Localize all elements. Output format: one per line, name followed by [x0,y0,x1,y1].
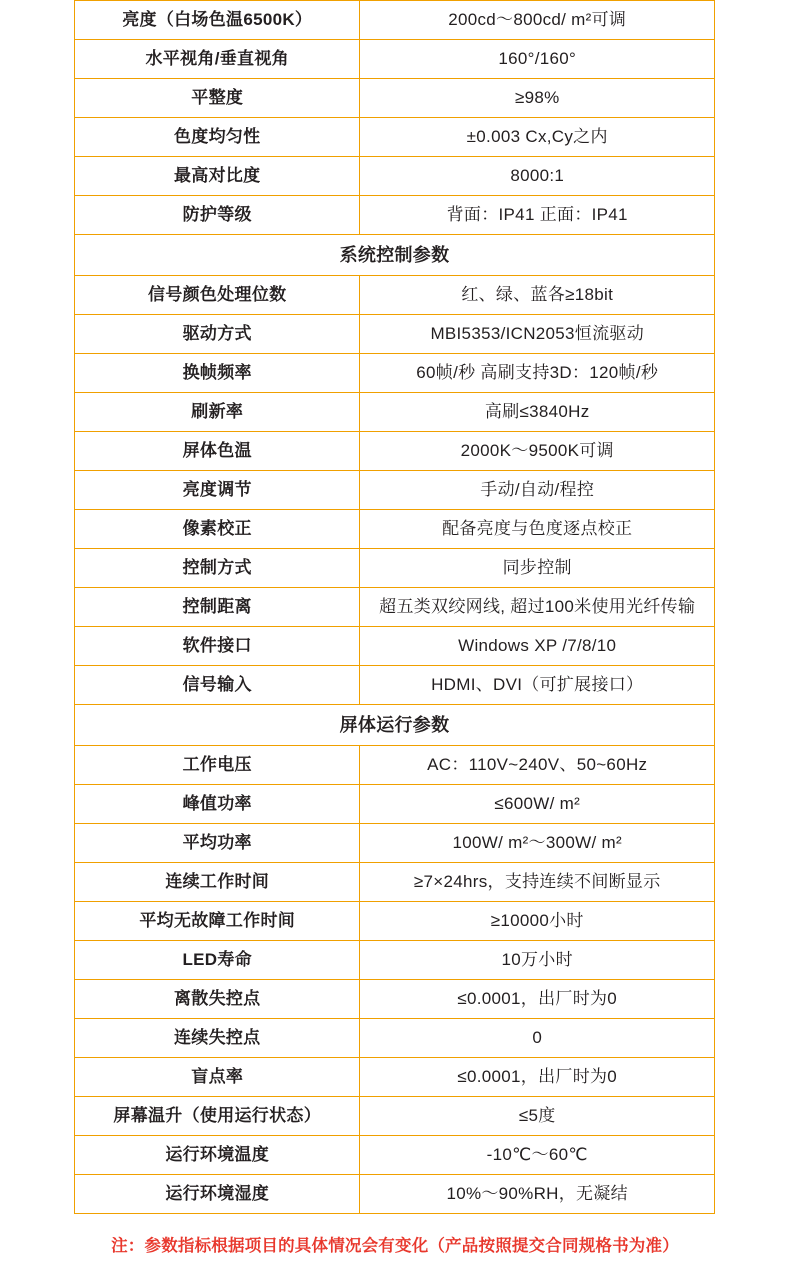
table-row [75,1136,715,1175]
spec-value: 10%～90%RH，无凝结 [360,1175,715,1214]
table-section-row [75,705,715,746]
spec-value: MBI5353/ICN2053恒流驱动 [360,315,715,354]
spec-value: 手动/自动/程控 [360,471,715,510]
spec-label: 信号颜色处理位数 [75,276,360,315]
spec-value: HDMI、DVI（可扩展接口） [360,666,715,705]
table-row [75,588,715,627]
spec-value: 100W/ m²～300W/ m² [360,824,715,863]
spec-label: 盲点率 [75,1058,360,1097]
section-title: 系统控制参数 [75,235,715,276]
spec-label: 离散失控点 [75,980,360,1019]
spec-label: 色度均匀性 [75,118,360,157]
spec-label: 平均无故障工作时间 [75,902,360,941]
table-row [75,549,715,588]
spec-label: 连续失控点 [75,1019,360,1058]
spec-label: 连续工作时间 [75,863,360,902]
spec-label: 工作电压 [75,746,360,785]
spec-value: 背面：IP41 正面：IP41 [360,196,715,235]
footnote: 注：参数指标根据项目的具体情况会有变化（产品按照提交合同规格书为准） [111,1237,679,1255]
table-row [75,432,715,471]
table-row [75,746,715,785]
table-row [75,863,715,902]
spec-value: ≤0.0001，出厂时为0 [360,980,715,1019]
spec-label: 运行环境温度 [75,1136,360,1175]
spec-value: ≤5度 [360,1097,715,1136]
table-row [75,627,715,666]
table-row [75,824,715,863]
spec-label: LED寿命 [75,941,360,980]
spec-value: -10℃～60℃ [360,1136,715,1175]
table-row [75,40,715,79]
table-row [75,393,715,432]
spec-value: 8000:1 [360,157,715,196]
spec-value: 10万小时 [360,941,715,980]
spec-value: 200cd～800cd/ m²可调 [360,1,715,40]
spec-value: 60帧/秒 高刷支持3D：120帧/秒 [360,354,715,393]
spec-label: 最高对比度 [75,157,360,196]
table-row [75,902,715,941]
table-row [75,785,715,824]
table-row [75,354,715,393]
table-row [75,1,715,40]
spec-value: 同步控制 [360,549,715,588]
spec-value: AC：110V~240V、50~60Hz [360,746,715,785]
spec-value: ≤600W/ m² [360,785,715,824]
spec-label: 亮度调节 [75,471,360,510]
spec-label: 换帧频率 [75,354,360,393]
spec-label: 水平视角/垂直视角 [75,40,360,79]
spec-value: Windows XP /7/8/10 [360,627,715,666]
spec-value: ≥98% [360,79,715,118]
spec-label: 屏幕温升（使用运行状态） [75,1097,360,1136]
spec-label: 像素校正 [75,510,360,549]
table-section-row [75,235,715,276]
table-row [75,510,715,549]
spec-label: 运行环境湿度 [75,1175,360,1214]
spec-value: ≥7×24hrs，支持连续不间断显示 [360,863,715,902]
spec-label: 平均功率 [75,824,360,863]
spec-value: 0 [360,1019,715,1058]
spec-label: 刷新率 [75,393,360,432]
table-row [75,196,715,235]
table-row [75,315,715,354]
table-row [75,666,715,705]
spec-value: ≥10000小时 [360,902,715,941]
table-row [75,1019,715,1058]
table-row [75,79,715,118]
spec-value: 红、绿、蓝各≥18bit [360,276,715,315]
spec-label: 软件接口 [75,627,360,666]
spec-value: ±0.003 Cx,Cy之内 [360,118,715,157]
table-row [75,1175,715,1214]
spec-label: 亮度（白场色温6500K） [75,1,360,40]
table-row [75,157,715,196]
spec-value: ≤0.0001，出厂时为0 [360,1058,715,1097]
specification-table-body [75,1,715,1214]
spec-label: 控制距离 [75,588,360,627]
spec-label: 驱动方式 [75,315,360,354]
table-row [75,1097,715,1136]
spec-label: 平整度 [75,79,360,118]
spec-value: 2000K～9500K可调 [360,432,715,471]
spec-value: 超五类双绞网线, 超过100米使用光纤传输 [360,588,715,627]
table-row [75,276,715,315]
spec-value: 配备亮度与色度逐点校正 [360,510,715,549]
spec-label: 控制方式 [75,549,360,588]
spec-value: 160°/160° [360,40,715,79]
specification-table [74,0,715,1214]
table-row [75,980,715,1019]
spec-label: 防护等级 [75,196,360,235]
table-row [75,471,715,510]
table-row [75,941,715,980]
section-title: 屏体运行参数 [75,705,715,746]
table-row [75,1058,715,1097]
spec-label: 信号输入 [75,666,360,705]
spec-label: 峰值功率 [75,785,360,824]
table-row [75,118,715,157]
spec-label: 屏体色温 [75,432,360,471]
spec-value: 高刷≤3840Hz [360,393,715,432]
